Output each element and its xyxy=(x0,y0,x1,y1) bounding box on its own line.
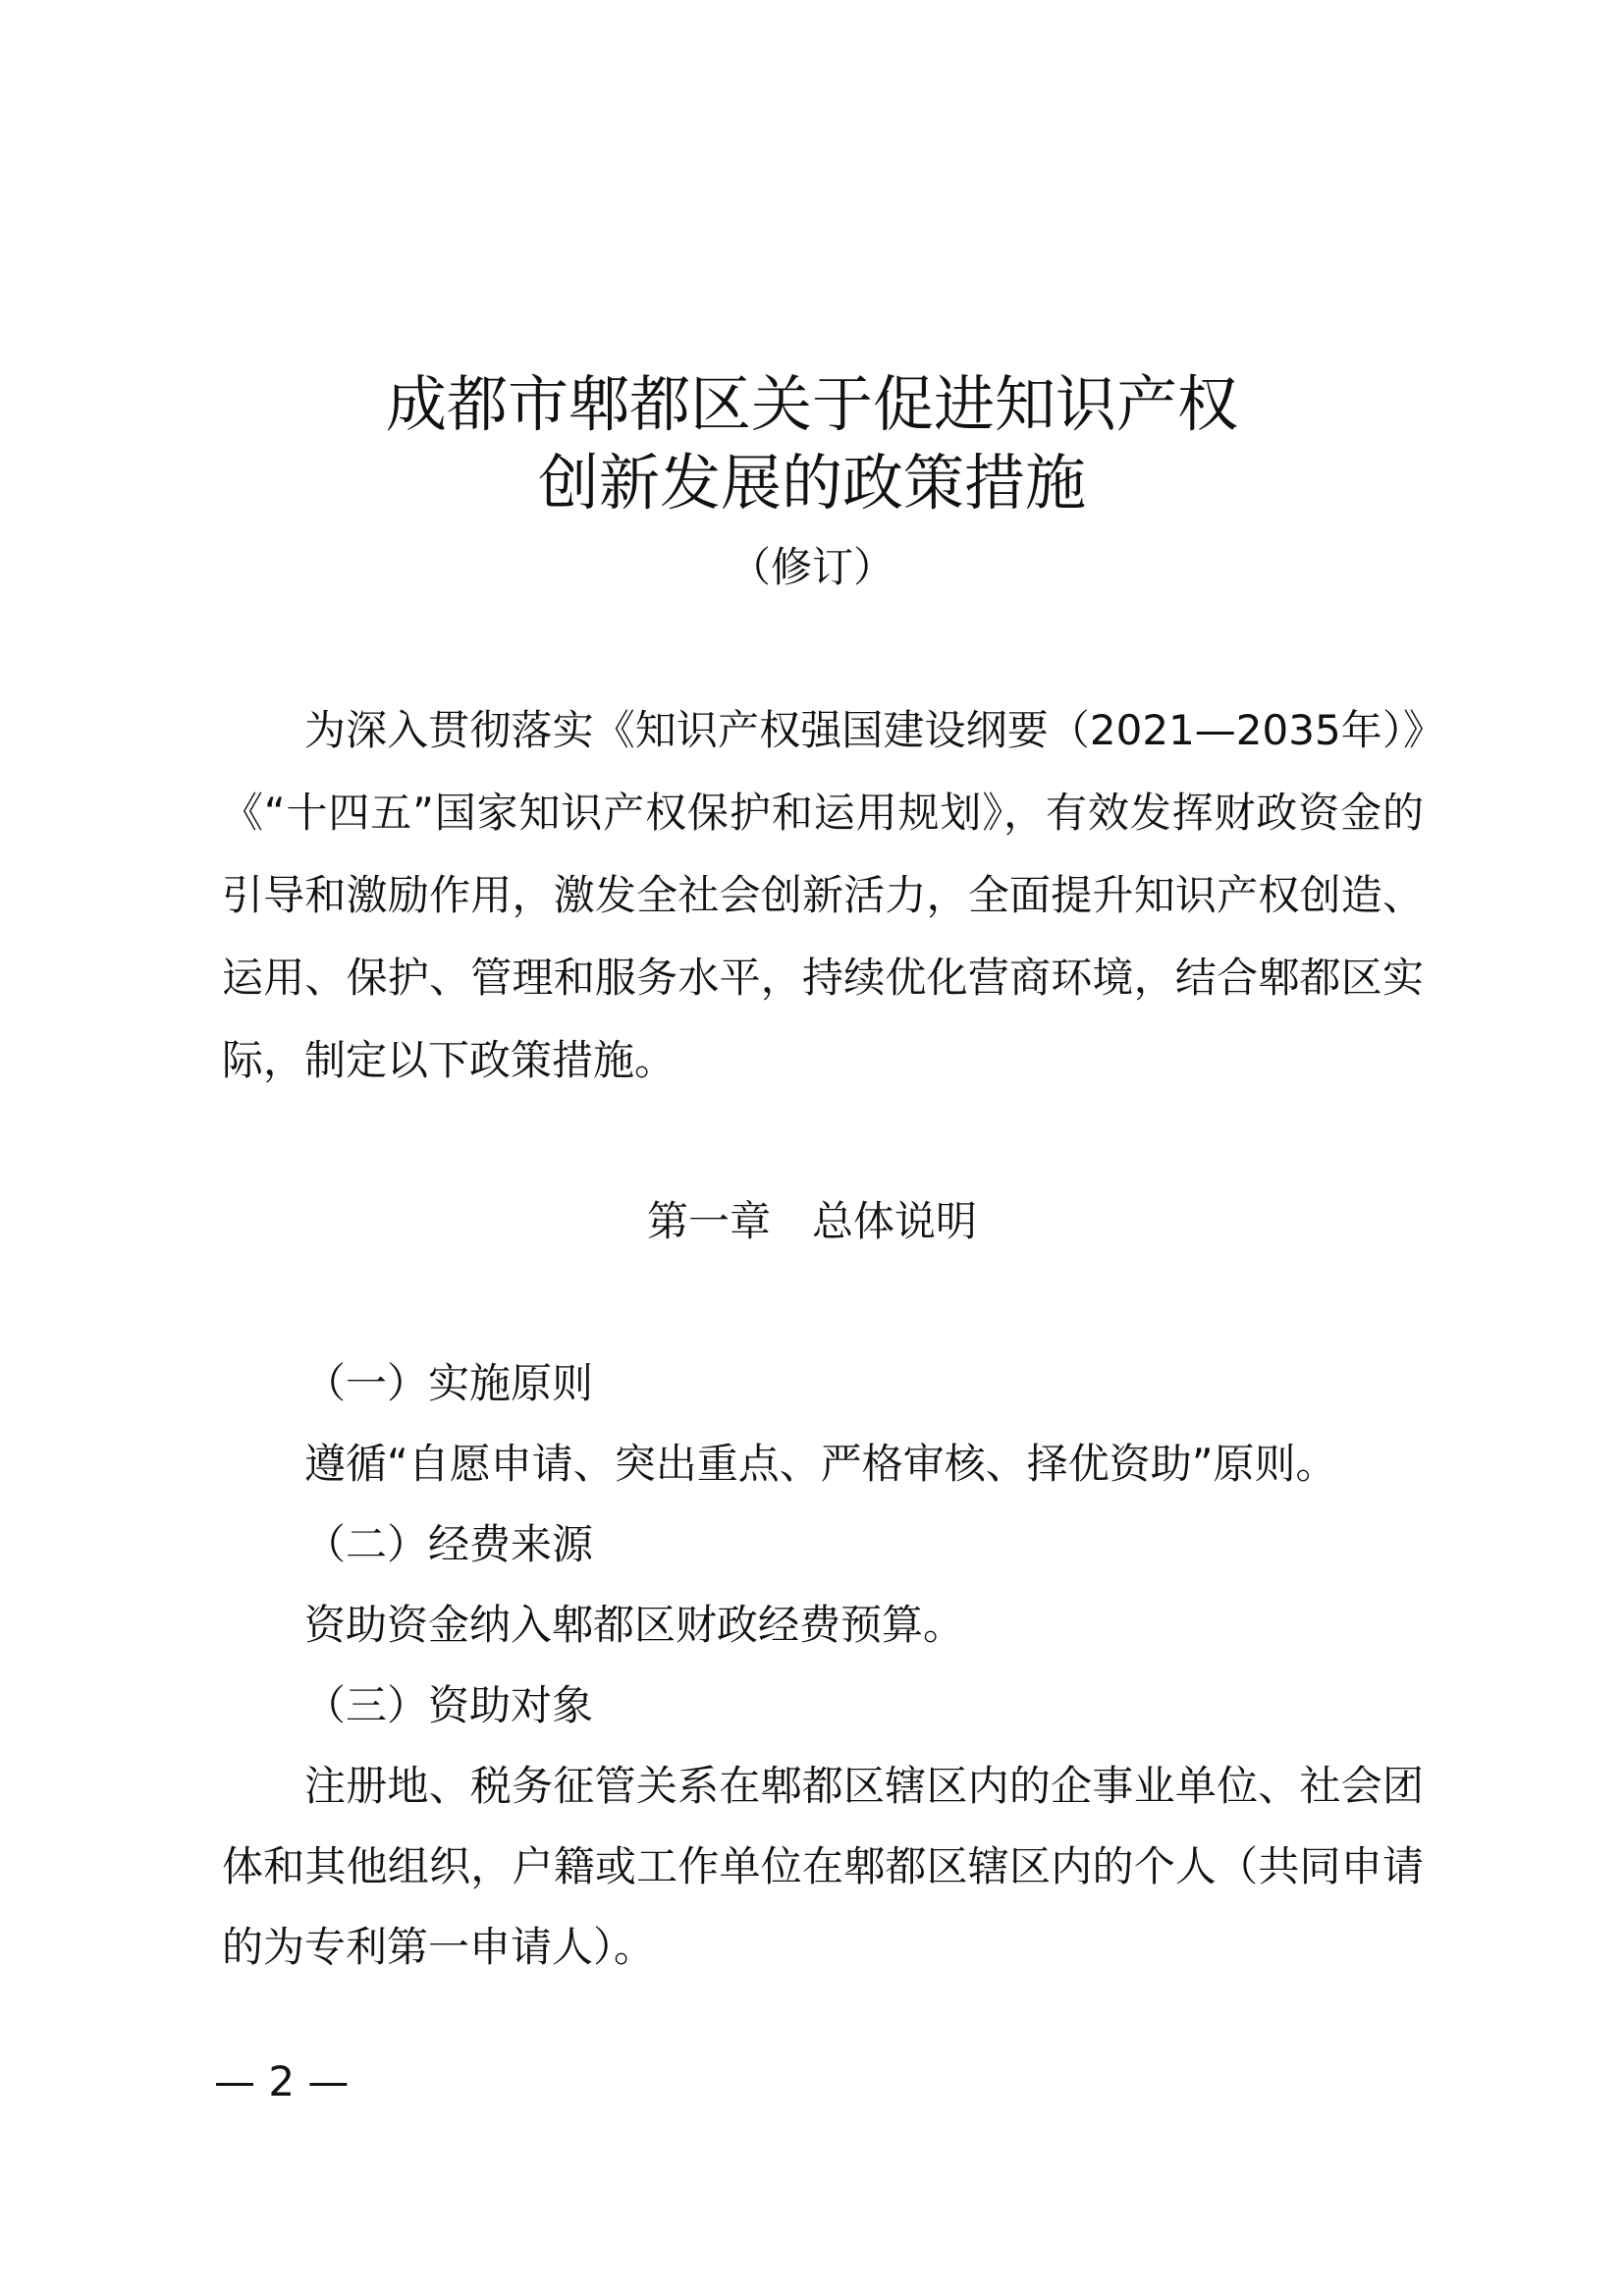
section-text-1: 遵循“自愿申请、突出重点、严格审核、择优资助”原则。 xyxy=(304,1440,1337,1488)
document-title-line-1: 成都市郫都区关于促进知识产权 xyxy=(385,368,1238,440)
page-number: — 2 — xyxy=(214,2057,350,2105)
section-heading-2: （二）经费来源 xyxy=(304,1520,594,1568)
section-list xyxy=(222,1343,1424,1988)
section-heading-1: （一）实施原则 xyxy=(304,1359,594,1407)
section-text-3: 注册地、税务征管关系在郫都区辖区内的企事业单位、社会团体和其他组织，户籍或工作单位在郫都区辖区内的个人（共同申请的为专利第一申请人）。 xyxy=(222,1762,1424,1971)
chapter-title: 第一章 总体说明 xyxy=(646,1197,977,1245)
document-subtitle: （修订） xyxy=(729,543,894,591)
intro-paragraph: 为深入贯彻落实《知识产权强国建设纲要（2021—2035年）》《“十四五”国家知识产权保护和运用规划》，有效发挥财政资金的引导和激励作用，激发全社会创新活力，全面提升知识产权创造、运用、保护、管理和服务水平，持续优化营商环境，结合郫都区实际，制定以下政策措施。 xyxy=(222,706,1424,1084)
section-text-2: 资助资金纳入郫都区财政经费预算。 xyxy=(304,1601,965,1649)
section-heading-3: （三）资助对象 xyxy=(304,1681,594,1729)
document-title-line-2: 创新发展的政策措施 xyxy=(537,447,1086,519)
